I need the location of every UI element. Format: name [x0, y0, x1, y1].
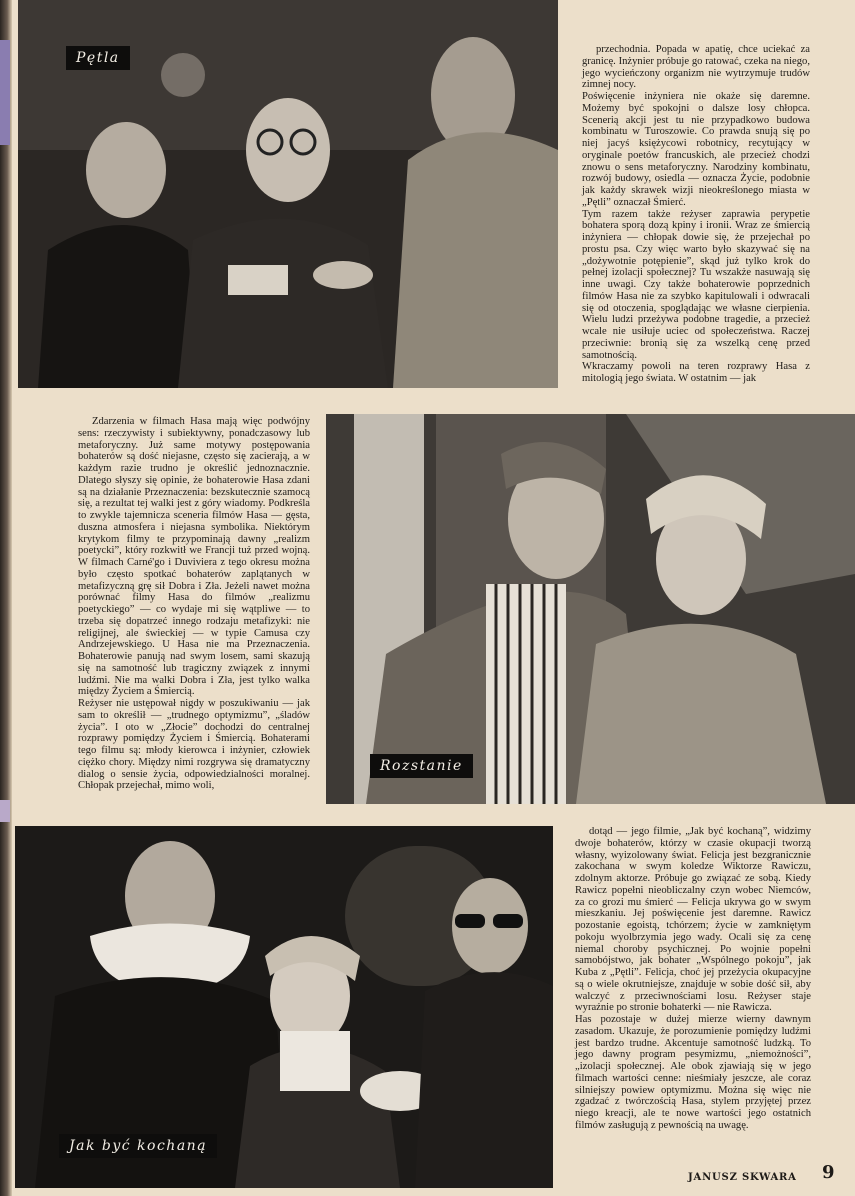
photo-caption: Rozstanie — [370, 754, 473, 778]
photo-rozstanie — [326, 414, 855, 804]
article-column-right-top: przechodnia. Popada w apatię, chce uciekać za granicę. Inżynier próbuje go ratować, czeka na niego, jego wycieńczony organizm nie wytrzymuje trudów zimnej nocy. Poświęcenie inżyniera nie okaże się daremne. Możemy być spokojni o dalsze losy chłopca. Scenerią akcji jest tu nie przypadkowo budowa kombinatu w Turoszowie. Co prawda snują się po niej jacyś księżycowi robotnicy, recytujący w oryginale poetów francuskich, ale przecież chodzi znowu o sens metaforyczny. Narodziny kombinatu, rozwój budowy, osiedla — oznacza Życie, podobnie jak każdy skrawek wizji nieokreślonego miasta w „Pętli” oznaczał Śmierć. Tym razem także reżyser zaprawia perypetie bohatera sporą dozą kpiny i ironii. Wraz ze śmiercią inżyniera — chłopak dowie się, że przejechał po prostu psa. Czy więc warto było skazywać się na „dożywotnie potępienie”, skąd już tylko krok do pełnej izolacji społecznej? Tu wszakże nasuwają się inne uwagi. Czy także bohaterowie poprzednich filmów Hasa nie za szybko kapitulowali i odwracali się od otoczenia, spoglądając we własne cierpienia. Wielu ludzi przeżywa podobne tragedie, a przecież wcale nie usiłuje uciec od społeczeństwa. Raczej przeciwnie: bronią się za wszelką cenę przed samotnością. Wkraczamy powoli na teren rozprawy Hasa z mitologią jego świata. W ostatnim — jak — [582, 44, 810, 384]
page-edge — [0, 0, 12, 1196]
author-signature: JANUSZ SKWARA — [688, 1172, 797, 1183]
article-column-left-middle: Zdarzenia w filmach Hasa mają więc podwójny sens: rzeczywisty i subiektywny, ponadczasowy lub metaforyczny. Już same motywy postępowania bohaterów są dość niejasne, często się zacierają, a w każdym razie trudno je określić jednoznacznie. Dlatego słyszy się opinie, że bohaterowie Hasa zdani są na działanie Przeznaczenia: bezskutecznie szamocą się, a rezultat tej walki jest z góry wiadomy. Podkreśla to zwykle tajemnicza sceneria filmów Hasa — gęsta, duszna atmosfera i niejasna symbolika. Niektórym krytykom filmy te przypominają dawny „realizm poetycki”, który rozkwitł we Francji tuż przed wojną. W filmach Carné'go i Duviviera z tego okresu można było często spotkać bohaterów zaplątanych w metafizyczną grę sił Dobra i Zła. Jeżeli nawet można porównać filmy Hasa do filmów „realizmu poetyckiego” — co wydaje mi się wątpliwe — to trzeba się dopatrzeć innego rodzaju metafizyki: nie religijnej, ale świeckiej — w typie Camusa czy Andrzejewskiego. U Hasa nie ma Przeznaczenia. Bohaterowie panują nad swym losem, sami skazują się na samotność lub tragiczny związek z innymi ludźmi. Nie ma walki Dobra i Zła, jest tylko walka między Życiem a Śmiercią. Reżyser nie ustępował nigdy w poszukiwaniu — jak sam to określił — „trudnego optymizmu”, „śladów życia”. I oto w „Złocie” dochodzi do centralnej rozprawy pomiędzy Życiem i Śmiercią. Bohaterami tego filmu są: młody kierowca i inżynier, człowiek ciężko chory. Między nimi rozgrywa się dramatyczny dialog o sensie życia, odpowiedzialności moralnej. Chłopak przejechał, mimo woli, — [78, 416, 310, 792]
photo-caption: Pętla — [66, 46, 130, 70]
photo-caption: Jak być kochaną — [59, 1134, 217, 1158]
photo-rozstanie-image — [326, 414, 855, 804]
article-column-right-bottom: dotąd — jego filmie, „Jak być kochaną”, widzimy dwoje bohaterów, którzy w czasie okupacji tworzą własny, wyizolowany świat. Felicja jest bezgranicznie zakochana w swym koledze Wiktorze Rawiczu, zdolnym aktorze. Próbuje go związać ze sobą. Kiedy Rawicz popełni nieobliczalny czyn wobec Niemców, za co grozi mu śmierć — Felicja ukrywa go w swym mieszkaniu. Jej poświęcenie jest daremne. Rawicz pozostanie egoistą, tchórzem; życie w zamkniętym pokoju wyolbrzymia jego wady. Ocali się za cenę niemal choroby psychicznej. Po wojnie popełni samobójstwo, jak bohater „Wspólnego pokoju”, jak Kuba z „Pętli”. Felicja, choć jej przeżycia okupacyjne są o wiele okrutniejsze, znajduje w sobie dość sił, aby walczyć z przeciwnościami losu. Reżyser staje wyraźnie po stronie bohaterki — nie Rawicza. Has pozostaje w dużej mierze wierny dawnym zasadom. Ukazuje, że porozumienie pomiędzy ludźmi jest bardzo trudne. Akcentuje samotność ludzką. To jego dawny program pesymizmu, „niemożności”, „izolacji społecznej. Ale obok zjawiają się w jego filmach wartości cenne: nieśmiały jeszcze, ale coraz silniejszy powiew optymizmu. Można się więc nie zgadzać z twórczością Hasa, stylem przyjętej przez niego kreacji, ale te nowe wartości jego ostatnich filmów zasługują z pewnością na uwagę. — [575, 826, 811, 1131]
page-edge-tab — [0, 40, 10, 145]
page-edge-tab — [0, 800, 10, 822]
page-number: 9 — [822, 1162, 835, 1183]
photo-jak-byc-kochana — [15, 826, 553, 1188]
photo-petla — [18, 0, 558, 388]
